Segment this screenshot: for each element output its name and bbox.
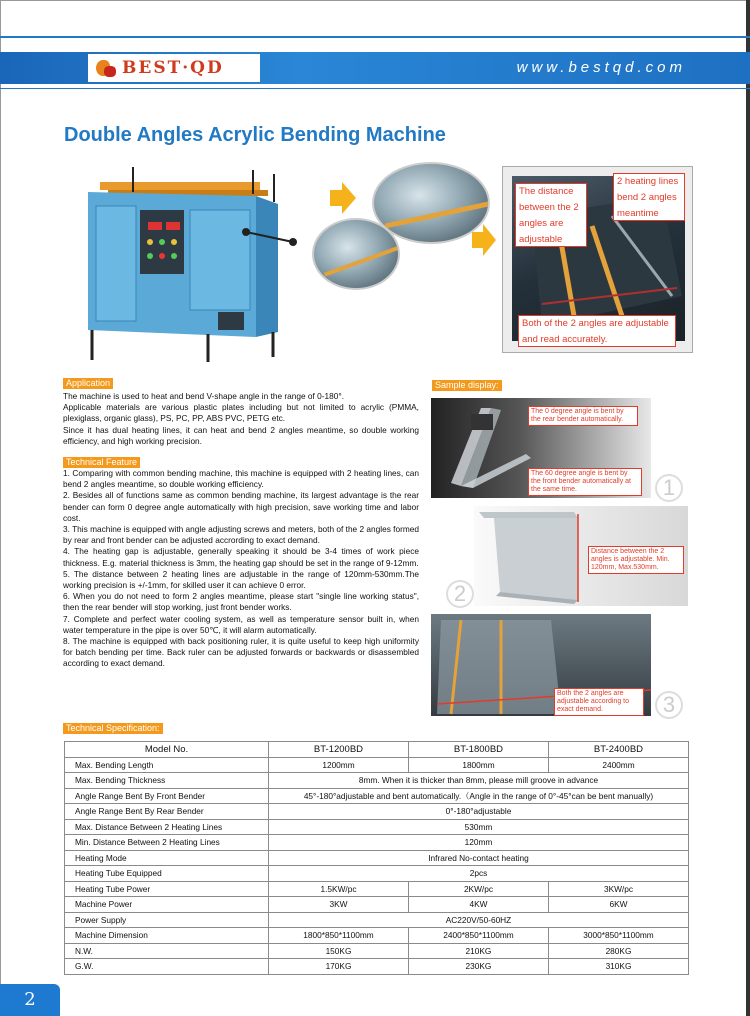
callout-distance: The distance between the 2 angles are adjustable — [515, 183, 587, 247]
spec-value: 1200mm — [269, 757, 409, 773]
spec-value: 1.5KW/pc — [269, 881, 409, 897]
page-number: 2 — [0, 984, 60, 1016]
table-row — [65, 773, 689, 789]
spec-label: N.W. — [65, 943, 269, 959]
application-text — [63, 391, 419, 447]
feature-item-7: 7. Complete and perfect water cooling system, as well as temperature sensor built in, when water temperature in the pipe is over 50℃, it will alarm automatically. — [63, 613, 419, 635]
spec-label: Heating Tube Equipped — [65, 866, 269, 882]
spec-value: 230KG — [408, 959, 548, 975]
table-row — [65, 866, 689, 882]
spec-value: 4KW — [408, 897, 548, 913]
spec-value: 6KW — [548, 897, 688, 913]
spec-label: Max. Distance Between 2 Heating Lines — [65, 819, 269, 835]
spec-value: Infrared No-contact heating — [269, 850, 689, 866]
table-row — [65, 819, 689, 835]
table-row — [65, 912, 689, 928]
section-application: Application — [63, 378, 113, 389]
spec-value: 310KG — [548, 959, 688, 975]
spec-label: Max. Bending Thickness — [65, 773, 269, 789]
banner-line-top — [0, 36, 750, 38]
spec-value: 2400mm — [548, 757, 688, 773]
spec-value: 3000*850*1100mm — [548, 928, 688, 944]
spec-value: 280KG — [548, 943, 688, 959]
spec-label: Angle Range Bent By Front Bender — [65, 788, 269, 804]
feature-text — [63, 468, 419, 670]
specification-table — [64, 741, 689, 975]
spec-value: 530mm — [269, 819, 689, 835]
spec-value: 0°-180°adjustable — [269, 804, 689, 820]
table-row — [65, 959, 689, 975]
table-row — [65, 757, 689, 773]
spec-value: 3KW/pc — [548, 881, 688, 897]
spec-label: Min. Distance Between 2 Heating Lines — [65, 835, 269, 851]
spec-value: 170KG — [269, 959, 409, 975]
feature-item-2: 2. Besides all of functions same as common bending machine, its largest advantage is the rear bender can form 0 degree angle automatically with high precision, save working time and labor cost. — [63, 490, 419, 523]
spec-value: AC220V/50-60HZ — [269, 912, 689, 928]
header-bt-1200bd: BT-1200BD — [269, 742, 409, 758]
page-top-border — [0, 0, 750, 6]
brand-logo — [88, 54, 260, 82]
sample-3-callout: Both the 2 angles are adjustable according to exact demand. — [554, 688, 644, 716]
page-title: Double Angles Acrylic Bending Machine — [64, 124, 446, 146]
table-header-row — [65, 742, 689, 758]
spec-label: G.W. — [65, 959, 269, 975]
banner-line-bottom — [0, 88, 750, 89]
bender-detail-photo — [312, 218, 400, 290]
spec-value: 150KG — [269, 943, 409, 959]
spec-label: Power Supply — [65, 912, 269, 928]
spec-value: 2KW/pc — [408, 881, 548, 897]
header-bt-2400bd: BT-2400BD — [548, 742, 688, 758]
section-technical-specification: Technical Specification: — [63, 723, 163, 734]
table-row — [65, 804, 689, 820]
logo-text: BEST·QD — [122, 58, 224, 78]
spec-value: 2400*850*1100mm — [408, 928, 548, 944]
sample-2-callout: Distance between the 2 angles is adjustable. Min. 120mm, Max.530mm. — [588, 546, 684, 574]
spec-label: Heating Mode — [65, 850, 269, 866]
callout-both-angles: Both of the 2 angles are adjustable and read accurately. — [518, 315, 676, 347]
header-model: Model No. — [65, 742, 269, 758]
spec-label: Machine Dimension — [65, 928, 269, 944]
page-left-border — [0, 0, 1, 1016]
feature-item-6: 6. When you do not need to form 2 angles meantime, please start "single line working status", then the rear bender will stop working, just front bender works. — [63, 591, 419, 613]
spec-value: 1800*850*1100mm — [269, 928, 409, 944]
sample-1-bottom-callout: The 60 degree angle is bent by the front bender automatically at the same time. — [528, 468, 642, 496]
page-right-border — [746, 0, 750, 1016]
spec-label: Heating Tube Power — [65, 881, 269, 897]
feature-item-5: 5. The distance between 2 heating lines are adjustable in the range of 120mm-530mm.The working precision is +/-1mm, for skilled user it can achieve 0 error. — [63, 568, 419, 591]
table-row — [65, 835, 689, 851]
section-technical-feature: Technical Feature — [63, 457, 140, 468]
spec-value: 45°-180°adjustable and bent automatically.（Angle in the range of 0°-45°can be bent manually) — [269, 788, 689, 804]
sample-1-top-callout: The 0 degree angle is bent by the rear bender automatically. — [528, 406, 638, 426]
specification-body — [65, 757, 689, 974]
spec-value: 210KG — [408, 943, 548, 959]
application-line-2: Applicable materials are various plastic plates including but not limited to acrylic (PMMA, plexiglass, organic glass), PS, PC, PP, ABS PVC, PETG etc. — [63, 402, 419, 424]
machine-illustration — [78, 162, 318, 367]
website-url: www.bestqd.com — [516, 59, 686, 76]
callout-heating-lines: 2 heating lines bend 2 angles meantime — [613, 173, 685, 221]
spec-value: 8mm. When it is thicker than 8mm, please mill groove in advance — [269, 773, 689, 789]
feature-item-4: 4. The heating gap is adjustable, generally speaking it should be 3-4 times of work piece thickness. E.g. material thickness is 3mm, the heating gap should be set in the range of 9-12mm. — [63, 546, 419, 568]
spec-value: 3KW — [269, 897, 409, 913]
sample-number-3: 3 — [655, 691, 683, 719]
table-row — [65, 897, 689, 913]
feature-item-3: 3. This machine is equipped with angle adjusting screws and meters, both of the 2 angles formed by rear and front bender can be adjusted accrording to exact demand. — [63, 524, 419, 546]
table-row — [65, 788, 689, 804]
thumbs-up-icon — [94, 57, 118, 79]
section-sample-display: Sample display: — [432, 380, 502, 391]
table-row — [65, 943, 689, 959]
table-row — [65, 928, 689, 944]
sample-number-1: 1 — [655, 474, 683, 502]
header-bt-1800bd: BT-1800BD — [408, 742, 548, 758]
spec-label: Max. Bending Length — [65, 757, 269, 773]
spec-value: 2pcs — [269, 866, 689, 882]
arrow-right-icon — [330, 182, 356, 214]
spec-label: Machine Power — [65, 897, 269, 913]
spec-value: 1800mm — [408, 757, 548, 773]
sample-number-2: 2 — [446, 580, 474, 608]
table-row — [65, 850, 689, 866]
table-row — [65, 881, 689, 897]
spec-value: 120mm — [269, 835, 689, 851]
application-line-3: Since it has dual heating lines, it can heat and bend 2 angles meantime, so double working efficiency, and high working precision. — [63, 424, 419, 446]
feature-item-1: 1. Comparing with common bending machine, this machine is equipped with 2 heating lines, can bend 2 angles meantime, so double working efficiency. — [63, 468, 419, 490]
feature-item-8: 8. The machine is equipped with back positioning ruler, it is quite useful to keep high uniformity for batch bending per time. Back ruler can be adjusted forwards or backwards or disassembled according to exact demand. — [63, 636, 419, 669]
application-line-1: The machine is used to heat and bend V-shape angle in the range of 0-180°. — [63, 391, 345, 401]
spec-label: Angle Range Bent By Rear Bender — [65, 804, 269, 820]
